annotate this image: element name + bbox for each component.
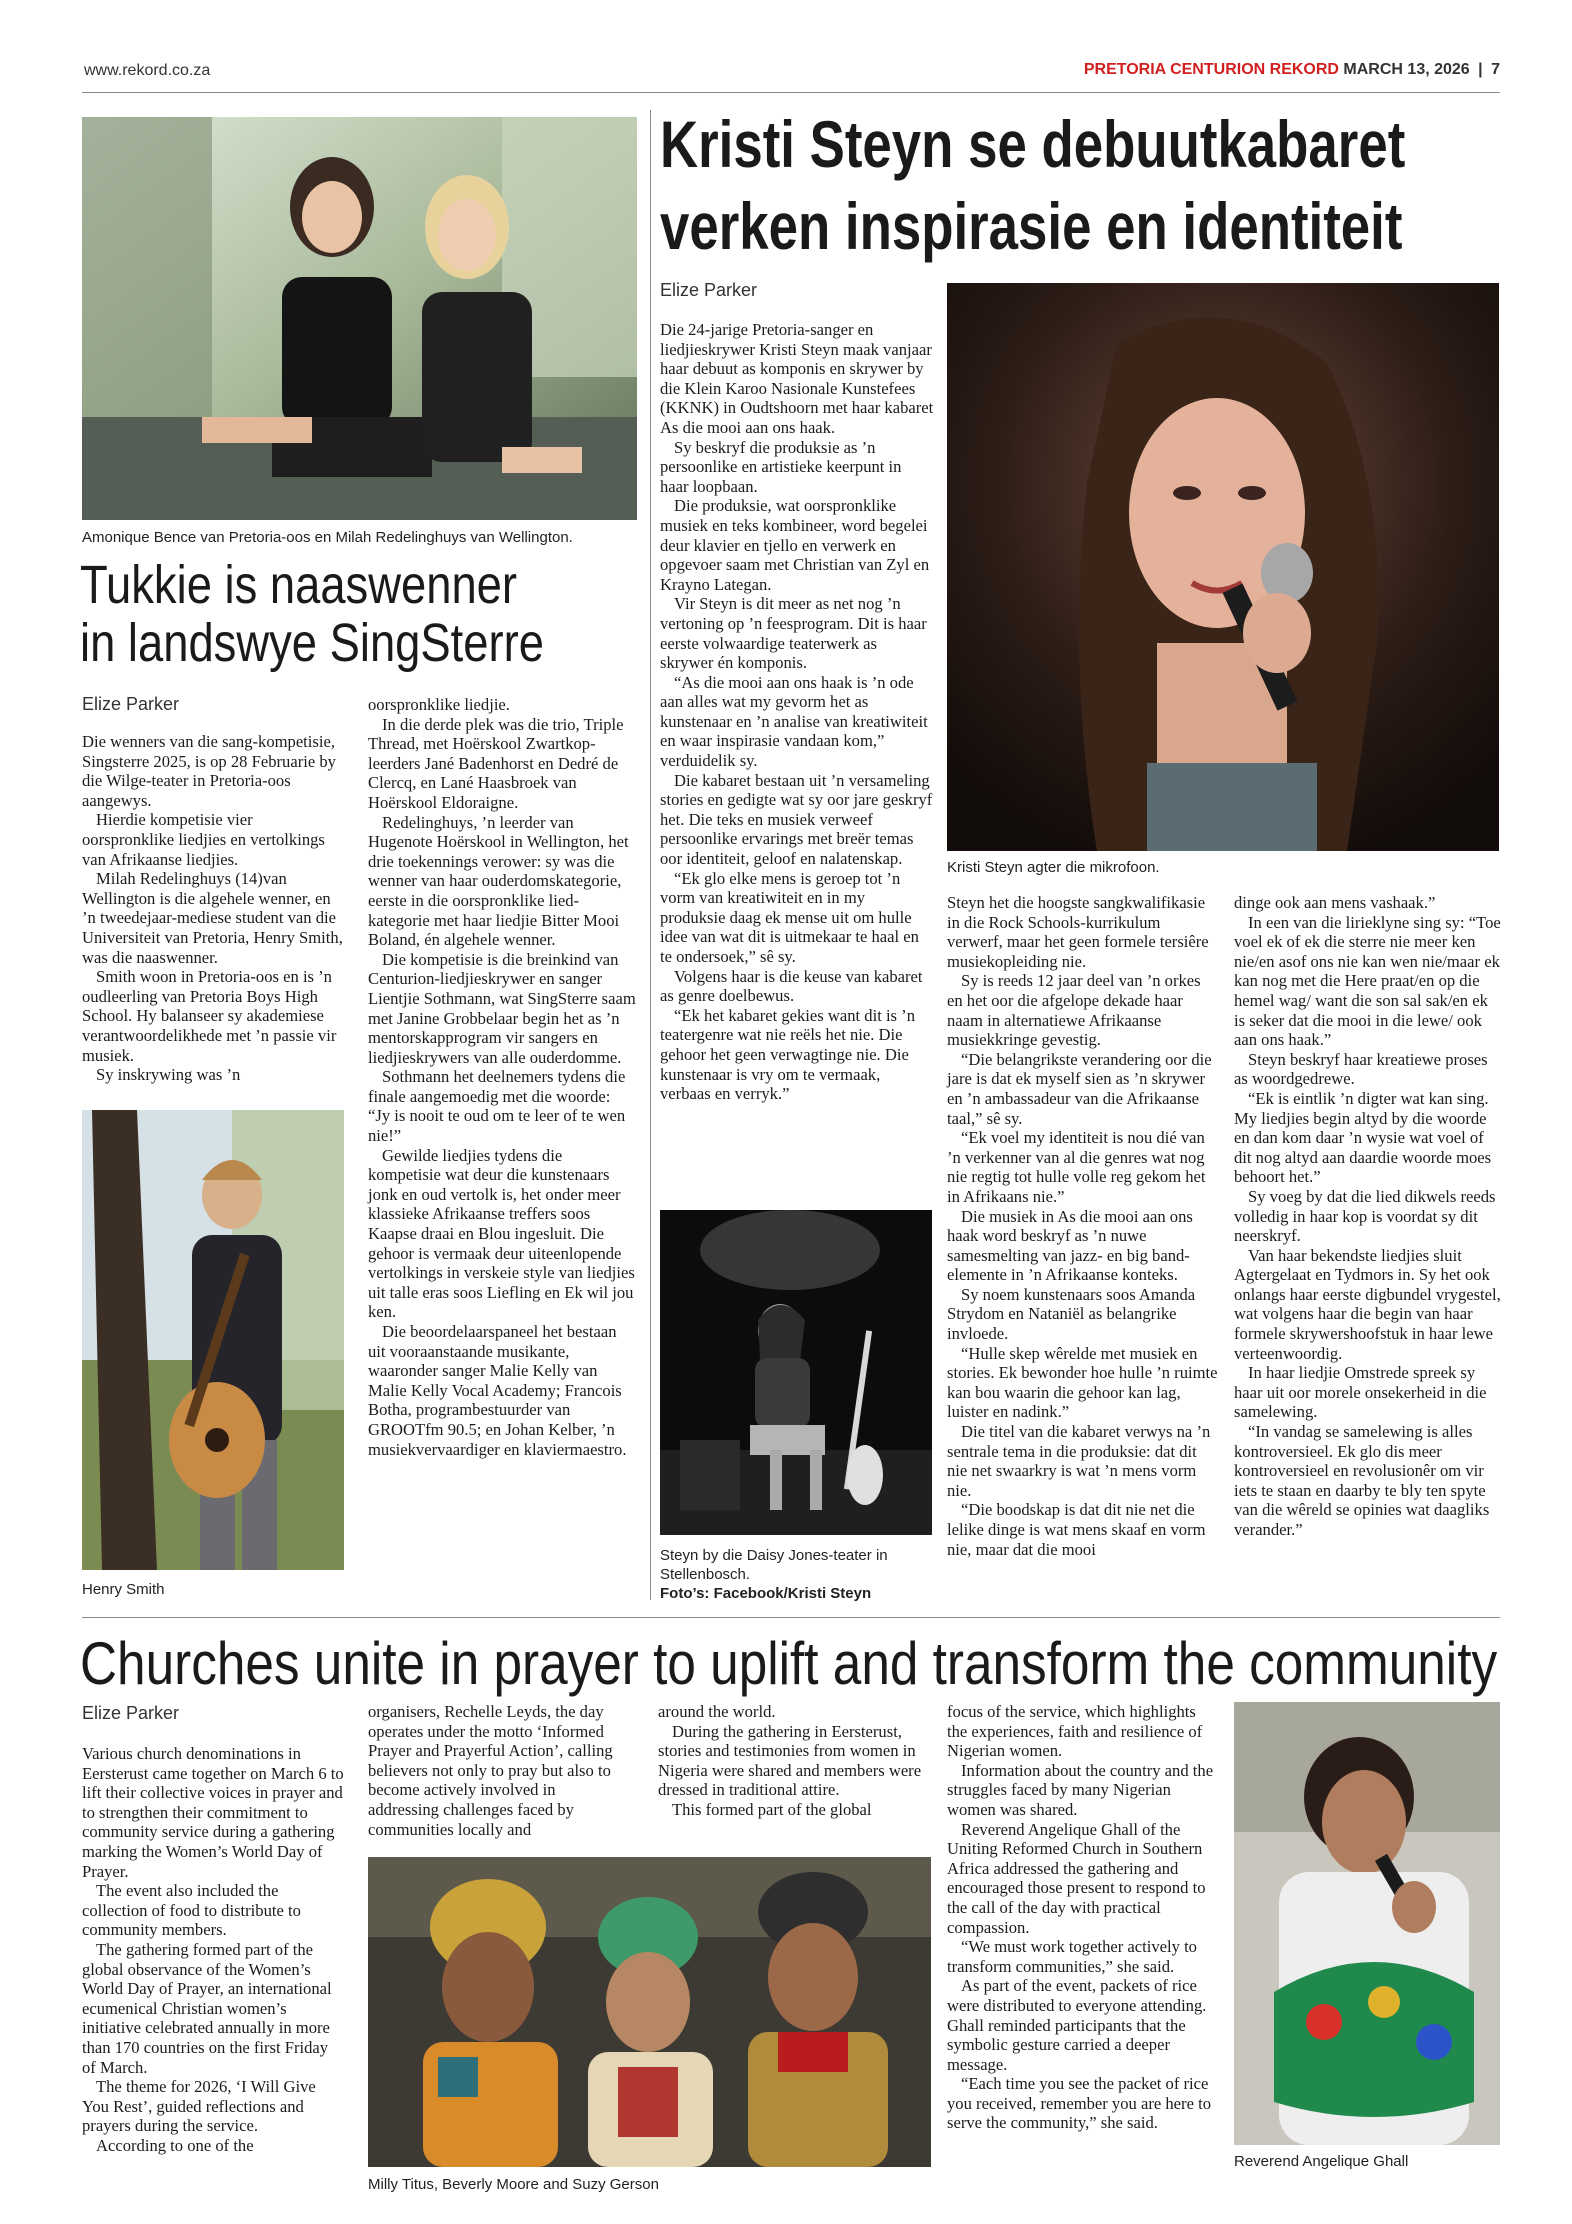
paragraph: oorspronklike liedjie. xyxy=(368,695,510,714)
paragraph: “We must work together actively to transform communities,” she said. xyxy=(947,1937,1197,1976)
headline-churches: Churches unite in prayer to uplift and transform the community xyxy=(80,1630,1498,1697)
paragraph: Sy noem kunstenaars soos Amanda Strydom en Nataniël as belangrike invloede. xyxy=(947,1284,1196,1344)
paragraph: “Ek voel my identiteit is nou dié van ’n verkenner van al die genres wat nog nie regtig tot hulle volle reg gekom het in Afrikaans nie.” xyxy=(947,1128,1206,1206)
paragraph: Smith woon in Pretoria-oos en is ’n oudleerling van Pretoria Boys High School. Hy balanseer sy akademiese verantwoordelikhede met ’n passie vir musiek. xyxy=(82,967,337,1065)
paragraph: Die produksie, wat oorspronklike musiek en teks kombineer, word begelei deur klavier en tjello en verwerk en opgevoer saam met Christian van Zyl en Krayno Lategan. xyxy=(660,496,930,594)
paragraph: “Ek is eintlik ’n digter wat kan sing. My liedjies begin altyd by die woorde en dan kom daar ’n wysie wat voel of dit nog altyd aan daardie woorde moes behoort het.” xyxy=(1234,1088,1492,1187)
churches-column-1 xyxy=(82,1744,344,2155)
site-url[interactable]: www.rekord.co.za xyxy=(84,62,211,79)
divider-vertical-top xyxy=(650,110,651,1600)
paragraph: Die wenners van die sang-kompetisie, Singsterre 2025, is op 28 Februarie by die Wilge-teater in Pretoria-oos aangewys. xyxy=(82,732,336,810)
paragraph: Various church denominations in Eersterust came together on March 6 to lift their collective voices in prayer and to strengthen their commitment to community service during a gathering marking the Women’s World Day of Prayer. xyxy=(82,1744,344,1881)
paragraph: During the gathering in Eersterust, stories and testimonies from women in Nigeria were shared and members were dressed in traditional attire. xyxy=(658,1721,922,1800)
paragraph: Redelinghuys, ’n leerder van Hugenote Hoërskool in Wellington, het drie toekennings verower: sy was die wenner van haar ouderdomskategorie, eerste in die oorspronklike lied-kategorie met haar liedjie Bitter Mooi Boland, én algehele wenner. xyxy=(368,812,629,950)
churches-column-2 xyxy=(368,1702,630,1839)
photo-singsterre-winners xyxy=(82,117,637,520)
photo-caption-henry: Henry Smith xyxy=(82,1581,165,1598)
paragraph: “Each time you see the packet of rice you received, remember you are here to serve the community,” she said. xyxy=(947,2074,1211,2133)
kristi-column-3 xyxy=(1234,893,1502,1540)
paragraph: Steyn beskryf haar kreatiewe proses as woordgedrewe. xyxy=(1234,1049,1488,1089)
byline-kristi: Elize Parker xyxy=(660,280,758,300)
publication-name: PRETORIA CENTURION REKORD xyxy=(1083,61,1339,78)
divider-horizontal xyxy=(82,1617,1500,1618)
paragraph: The theme for 2026, ‘I Will Give You Rest’, guided reflections and prayers during the service. xyxy=(82,2077,316,2136)
paragraph: Sothmann het deelnemers tydens die finale aangemoedig met die woorde: “Jy is nooit te oud om te leer of te wen nie!” xyxy=(368,1067,626,1146)
churches-column-3 xyxy=(658,1702,922,1820)
paragraph: Die musiek in As die mooi aan ons haak word beskryf as ’n nuwe samesmelting van jazz- en big band-elemente in ’n Afrikaanse konteks. xyxy=(947,1206,1193,1285)
paragraph: Die titel van die kabaret verwys na ’n sentrale tema in die produksie: dat dit nie net swaarkry is wat ’n mens vorm nie. xyxy=(947,1422,1211,1500)
paragraph: In die derde plek was die trio, Triple Thread, met Hoërskool Zwartkop-leerders Jané Badenhorst en Dedré de Clercq, en Lané Haasbroek van Hoërskool Eldoraigne. xyxy=(368,714,624,812)
photo-henry-smith xyxy=(82,1110,344,1570)
photo-caption-ghall: Reverend Angelique Ghall xyxy=(1234,2153,1409,2170)
paragraph: Die kabaret bestaan uit ’n versameling stories en gedigte wat sy oor jare geskryf het. Die teks en musiek verweef persoonlike ervarings met breër temas oor identiteit, geloof en nalatenskap. xyxy=(660,770,933,869)
paragraph: This formed part of the global xyxy=(672,1799,872,1819)
paragraph: organisers, Rechelle Leyds, the day operates under the motto ‘Informed Prayer and Prayerful Action’, calling believers not only to pray but also to become actively involved in addressing challenges faced by communities locally and xyxy=(368,1702,613,1839)
photo-kristi-microphone xyxy=(947,283,1499,851)
paragraph: Sy is reeds 12 jaar deel van ’n orkes en het oor die afgelope dekade haar naam in alternatiewe Afrikaanse musiekkringe gevestig. xyxy=(947,971,1201,1050)
photo-caption-daisy: Steyn by die Daisy Jones-teater in Stellenbosch. xyxy=(660,1547,888,1583)
paragraph: In een van die lirieklyne sing sy: “Toe voel ek of ek die sterre nie meer ken nie/en asof ons nie kan wen nie/maar ek kan nog met die Here praat/en op die hemel wag/ want die son sal sak/en ek is seker dat die mooi in die lewe/ ook aan ons haak.” xyxy=(1234,912,1501,1050)
paragraph: Die beoordelaarspaneel het bestaan uit vooraanstaande musikante, waaronder sanger Malie Kelly van Malie Kelly Vocal Academy; Francois Botha, programbestuurder van GROOTfm 90.5; en Johan Kelber, ’n musiekvervaardiger en klaviermaestro. xyxy=(368,1322,627,1459)
paragraph: The event also included the collection of food to distribute to community members. xyxy=(82,1881,301,1940)
headline-singsterre-line2: in landswye SingSterre xyxy=(80,613,544,673)
paragraph: Die kompetisie is die breinkind van Centurion-liedjieskrywer en sanger Lientjie Sothmann, wat SingSterre saam met Janine Grobbelaar begin het as ’n mentorskapprogram vir sangers en liedjieskrywers van alle ouderdomme. xyxy=(368,949,636,1067)
paragraph: “Ek het kabaret gekies want dit is ’n teatergenre wat nie reëls het nie. Die gehoor het geen verwagtinge nie. Die kunstenaar is vry om te vermaak, verbaas en verryk.” xyxy=(660,1005,915,1104)
byline-singsterre: Elize Parker xyxy=(82,694,180,714)
issue-date: MARCH 13, 2026 xyxy=(1343,61,1470,78)
paragraph: Van haar bekendste liedjies sluit Agtergelaat en Tydmors in. Sy het ook onlangs haar eerste digbundel vrygestel, wat volgens haar die begin van haar formele skrywershoofstuk in haar lewe verteenwoordig. xyxy=(1234,1245,1501,1363)
paragraph: Volgens haar is die keuse van kabaret as genre doelbewus. xyxy=(660,966,923,1006)
paragraph: Sy beskryf die produksie as ’n persoonlike en artistieke keerpunt in haar loopbaan. xyxy=(660,437,902,496)
paragraph: Sy inskrywing was ’n xyxy=(96,1065,241,1085)
page-number: 7 xyxy=(1491,61,1500,78)
paragraph: Vir Steyn is dit meer as net nog ’n vertoning op ’n feesprogram. Dit is haar eerste volwaardige teaterwerk as skrywer én komponis. xyxy=(660,594,927,673)
paragraph: Gewilde liedjies tydens die kompetisie wat deur die kunstenaars jonk en oud vertolk is, het onder meer klassieke Afrikaanse treffers soos Kaapse draai en Blou ingesluit. Die gehoor is vermaak deur uiteenlopende vertolkings in verskeie style van liedjies uit talle eras soos Liefling en Ek wil jou ken. xyxy=(368,1145,635,1322)
singsterre-column-2 xyxy=(368,695,636,1459)
paragraph: According to one of the xyxy=(96,2135,254,2155)
header-separator: | xyxy=(1478,61,1483,78)
photo-credit: Foto’s: Facebook/Kristi Steyn xyxy=(660,1585,872,1602)
paragraph: “Hulle skep wêrelde met musiek en stories. Ek bewonder hoe hulle ’n ruimte kan bou waarin die gehoor kan lag, luister en nadink.” xyxy=(947,1343,1218,1422)
paragraph: Reverend Angelique Ghall of the Uniting Reformed Church in Southern Africa addressed the gathering and encouraged those present to respond to the call of the day with practical compassion. xyxy=(947,1819,1206,1937)
paragraph: focus of the service, which highlights the experiences, faith and resilience of Nigerian women. xyxy=(947,1702,1203,1761)
paragraph: The gathering formed part of the global observance of the Women’s World Day of Prayer, an international ecumenical Christian women’s initiative celebrated annually in more than 170 countries on the first Friday of March. xyxy=(82,1939,332,2077)
paragraph: “Ek glo elke mens is geroep tot ’n vorm van kreatiwiteit en in my produksie daag ek mense uit om hulle idee van wat dit is uitmekaar te haal en te ondersoek,” sê sy. xyxy=(660,868,919,966)
photo-kristi-daisy-jones xyxy=(660,1210,932,1535)
paragraph: Die 24-jarige Pretoria-sanger en liedjieskrywer Kristi Steyn maak vanjaar haar debuut as komponis en skrywer by die Klein Karoo Nasionale Kunstefees (KKNK) in Oudtshoorn met haar kabaret As die mooi aan ons haak. xyxy=(660,320,934,437)
headline-singsterre-line1: Tukkie is naaswenner xyxy=(80,555,518,615)
kristi-column-1 xyxy=(660,320,934,1104)
photo-church-women-group xyxy=(368,1857,931,2167)
header-rule xyxy=(82,92,1500,93)
paragraph: “In vandag se samelewing is alles kontroversieel. Ek glo dis meer kontroversieel en revolusionêr om vir iets te staan en daarby te bly ten spyte van die wêreld se opinies wat daagliks verander.” xyxy=(1234,1422,1490,1539)
paragraph: “As die mooi aan ons haak is ’n ode aan alles wat my gevorm het as kunstenaar en ’n analise van kreatiwiteit en waar inspirasie vandaan kom,” verduidelik sy. xyxy=(660,672,928,771)
paragraph: “Die belangrikste verandering oor die jare is dat ek myself sien as ’n skrywer en ’n ambassadeur van die Afrikaanse taal,” sê sy. xyxy=(947,1049,1212,1128)
paragraph: In haar liedjie Omstrede spreek sy haar uit oor morele onsekerheid in die samelewing. xyxy=(1234,1363,1487,1422)
photo-caption-kristi: Kristi Steyn agter die mikrofoon. xyxy=(947,859,1160,876)
paragraph: Milah Redelinghuys (14)van Wellington is die algehele wenner, en ’n tweedejaar-mediese student van die Universiteit van Pretoria, Henry Smith, was die naaswenner. xyxy=(82,869,343,967)
paragraph: Steyn het die hoogste sangkwalifikasie in die Rock Schools-kurrikulum verwerf, maar het geen formele tersiêre musiekopleiding nie. xyxy=(947,893,1209,971)
paragraph: “Die boodskap is dat dit nie net die lelike dinge is wat mens skaaf en vorm nie, maar dat die mooi xyxy=(947,1500,1206,1559)
photo-reverend-ghall xyxy=(1234,1702,1500,2145)
headline-kristi-line1: Kristi Steyn se debuutkabaret xyxy=(660,107,1406,181)
paragraph: Hierdie kompetisie vier oorspronklike liedjies en vertolkings van Afrikaanse liedjies. xyxy=(82,810,325,869)
photo-caption-winners: Amonique Bence van Pretoria-oos en Milah Redelinghuys van Wellington. xyxy=(82,529,573,546)
singsterre-column-1 xyxy=(82,732,344,1085)
paragraph: around the world. xyxy=(658,1702,776,1721)
paragraph: As part of the event, packets of rice were distributed to everyone attending. Ghall reminded participants that the symbolic gesture carried a deeper message. xyxy=(947,1976,1207,2074)
byline-churches: Elize Parker xyxy=(82,1703,180,1723)
photo-caption-group: Milly Titus, Beverly Moore and Suzy Gerson xyxy=(368,2176,659,2193)
churches-column-4 xyxy=(947,1702,1219,2133)
kristi-column-2 xyxy=(947,893,1219,1559)
paragraph: dinge ook aan mens vashaak.” xyxy=(1234,893,1436,912)
headline-kristi-line2: verken inspirasie en identiteit xyxy=(660,189,1403,263)
paragraph: Sy voeg by dat die lied dikwels reeds volledig in haar kop is voordat sy dit neerskryf. xyxy=(1234,1186,1496,1246)
masthead-info xyxy=(1084,61,1500,79)
paragraph: Information about the country and the struggles faced by many Nigerian women was shared. xyxy=(947,1760,1214,1819)
